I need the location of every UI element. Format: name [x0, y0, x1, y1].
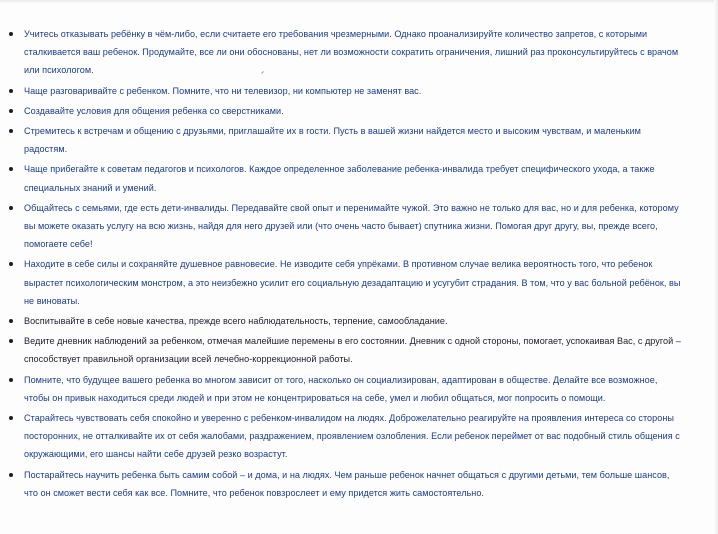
bullet-icon — [9, 473, 13, 477]
scan-top-edge — [0, 0, 718, 4]
bullet-icon — [9, 32, 13, 36]
list-item — [0, 82, 718, 100]
advice-list — [0, 25, 718, 504]
list-item-text: Старайтесь чувствовать себя спокойно и уверенно с ребенком-инвалидом на людях. Доброжелательно реагируйте на проявления интереса со стороны посторонних, не отталкивайте их от себя жалобами, раздражением, проявлением озлобления. Если ребенок переймет от вас подобный стиль общения с окружающими, его шансы найти себе друзей резко возрастут. — [24, 413, 680, 460]
list-item-text: Помните, что будущее вашего ребенка во многом зависит от того, насколько он социализирован, адаптирован в обществе. Делайте все возможное, чтобы он привык находиться среди людей и при этом не концентрироваться на себе, умел и любил общаться, мог попросить о помощи. — [24, 374, 658, 403]
bullet-icon — [9, 206, 13, 210]
list-item — [0, 409, 718, 464]
list-item — [0, 312, 718, 330]
list-item — [0, 102, 718, 120]
list-item-text: Находите в себе силы и сохраняйте душевное равновесие. Не изводите себя упрёками. В противном случае велика вероятность того, что ребенок вырастет психологическим монстром, а это неизбежно усилит его социальную дезадаптацию и усугубит страдания. В том, что у вас больной ребёнок, вы не виноваты. — [24, 259, 681, 306]
bullet-icon — [9, 167, 13, 171]
list-item — [0, 255, 718, 310]
bullet-icon — [9, 89, 13, 93]
list-item — [0, 25, 718, 80]
list-item — [0, 160, 718, 196]
list-item-text: Создавайте условия для общения ребенка со сверстниками. — [24, 105, 284, 116]
list-item — [0, 332, 718, 368]
list-item — [0, 199, 718, 254]
list-item-text: Постарайтесь научить ребенка быть самим собой – и дома, и на людях. Чем раньше ребенок начнет общаться с другими детьми, тем больше шансов, что он сможет вести себя как все. Помните, что ребенок повзрослеет и ему придется жить самостоятельно. — [24, 469, 670, 498]
bullet-icon — [9, 109, 13, 113]
bullet-icon — [9, 262, 13, 266]
list-item-text: Воспитывайте в себе новые качества, прежде всего наблюдательность, терпение, самообладание. — [24, 316, 448, 327]
bullet-icon — [9, 129, 13, 133]
bullet-icon — [9, 378, 13, 382]
list-item — [0, 122, 718, 158]
list-item — [0, 466, 718, 502]
list-item-text: Стремитесь к встречам и общению с друзьями, приглашайте их в гости. Пусть в вашей жизни найдется место и высоким чувствам, и маленьким радостям. — [24, 126, 641, 155]
list-item-text: Общайтесь с семьями, где есть дети-инвалиды. Передавайте свой опыт и перенимайте чужой. Это важно не только для вас, но и для ребенка, которому вы можете оказать услугу на всю жизнь, найдя для него друзей или (что очень часто бывает) спутника жизни. Помогая друг другу, вы, прежде всего, помогаете себе! — [24, 202, 679, 250]
list-item-text: Чаще разговаривайте с ребенком. Помните, что ни телевизор, ни компьютер не заменят вас. — [24, 85, 422, 96]
list-item-text: Чаще прибегайте к советам педагогов и психологов. Каждое определенное заболевание ребенка-инвалида требует специфического ухода, а также специальных знаний и умений. — [24, 164, 655, 193]
bullet-icon — [9, 339, 13, 343]
list-item — [0, 371, 718, 407]
bullet-icon — [9, 416, 13, 420]
list-item-text: Учитесь отказывать ребёнку в чём-либо, если считаете его требования чрезмерными. Однако проанализируйте количество запретов, с которыми сталкивается ваш ребенок. Продумайте, все ли они обоснованы, нет ли возможности сократить ограничения, лишний раз проконсультируйтесь с врачом или психологом. — [24, 29, 679, 76]
list-item-text: Ведите дневник наблюдений за ребенком, отмечая малейшие перемены в его состоянии. Дневник с одной стороны, помогает, успокаивая Вас, с другой – способствует правильной организации всей лечебно-коррекционной работы. — [24, 336, 681, 365]
bullet-icon — [9, 319, 13, 323]
